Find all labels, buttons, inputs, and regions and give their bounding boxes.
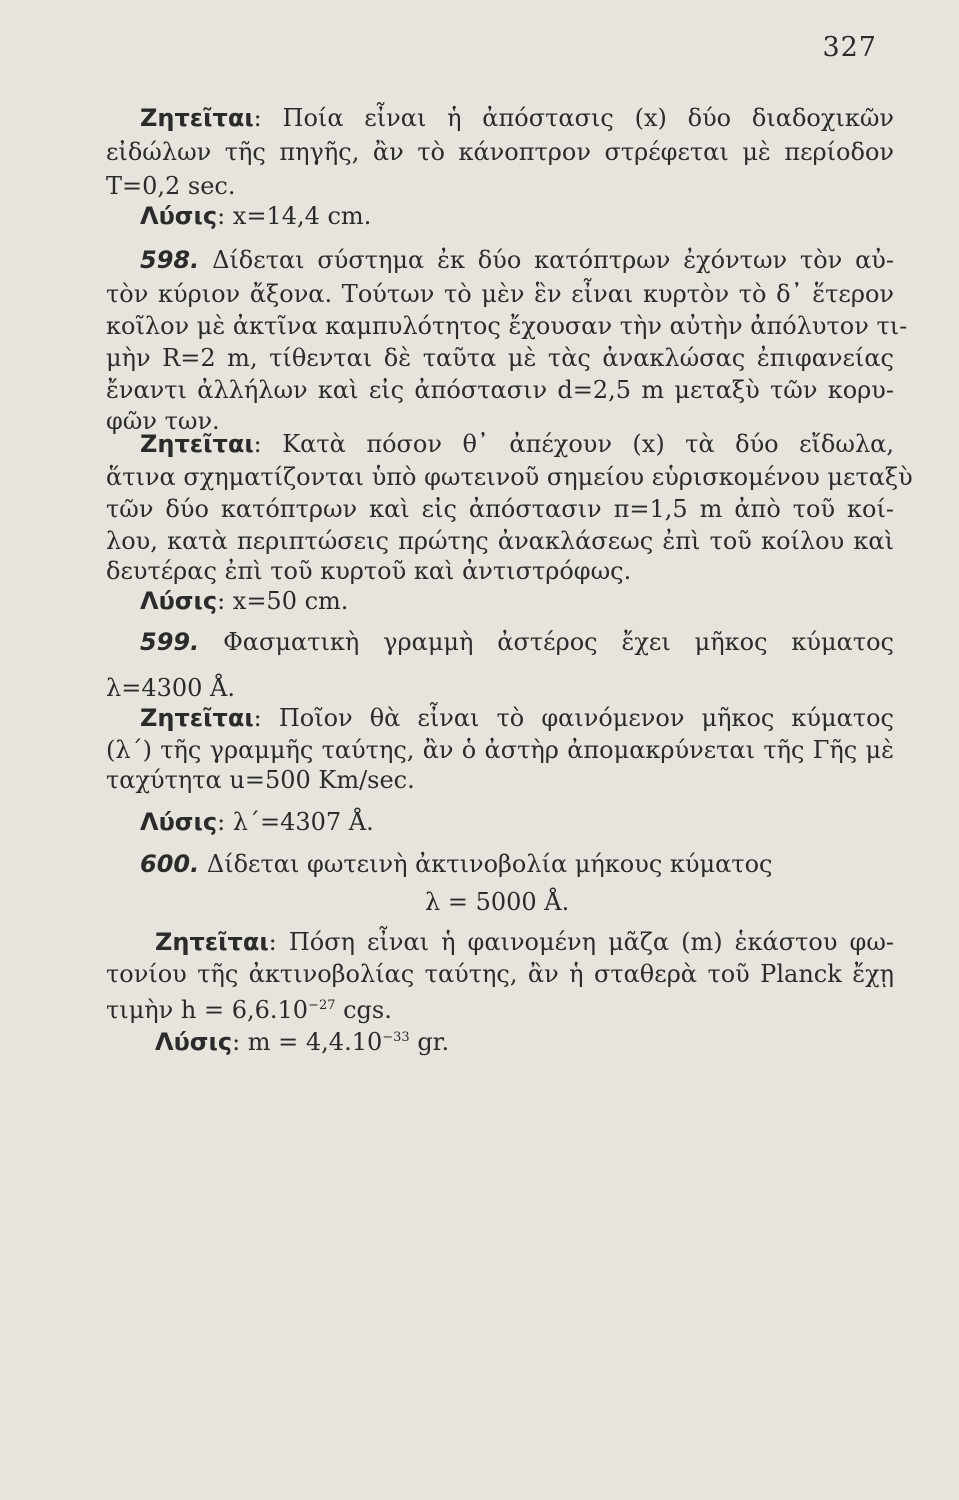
question-line: τῶν δύο κατόπτρων καὶ εἰς ἀπόστασιν π=1,5 m ἀπὸ τοῦ κοί- xyxy=(106,495,894,523)
statement-line: λ = 5000 Å. xyxy=(425,888,570,916)
question-line: τονίου τῆς ἀκτινοβολίας ταύτης, ἂν ἡ σταθερὰ τοῦ Planck ἔχῃ xyxy=(106,960,894,988)
statement-line: ἔναντι ἀλλήλων καὶ εἰς ἀπόστασιν d=2,5 m μεταξὺ τῶν κορυ- xyxy=(106,376,894,404)
question-line: εἰδώλων τῆς πηγῆς, ἂν τὸ κάνοπτρον στρέφεται μὲ περίοδον xyxy=(106,138,894,166)
question-line: (λ΄) τῆς γραμμῆς ταύτης, ἂν ὁ ἀστὴρ ἀπομακρύνεται τῆς Γῆς μὲ xyxy=(106,736,894,764)
question-line: ἅτινα σχηματίζονται ὑπὸ φωτεινοῦ σημείου εὑρισκομένου μεταξὺ xyxy=(106,463,913,491)
question-line: ταχύτητα u=500 Km/sec. xyxy=(106,766,415,794)
question-line: Ζητεῖται: Ποία εἶναι ἡ ἀπόστασις (x) δύο διαδοχικῶν xyxy=(140,104,894,132)
problem-number: 600. xyxy=(140,850,200,878)
exponent: −27 xyxy=(308,998,336,1013)
question-line: τιμὴν $h = 6,6.10^{-27}$ cgs. xyxy=(106,996,392,1024)
statement-line: τὸν κύριον ἄξονα. Τούτων τὸ μὲν ἓν εἶναι κυρτὸν τὸ δ᾽ ἕτερον xyxy=(106,280,894,308)
question-line: δευτέρας ἐπὶ τοῦ κυρτοῦ καὶ ἀντιστρόφως. xyxy=(106,557,632,585)
solution-line: Λύσις: $m = 4,4.10^{-33}$ gr. xyxy=(155,1028,450,1056)
lysis-label: Λύσις xyxy=(140,587,218,615)
lysis-label: Λύσις xyxy=(155,1028,233,1056)
solution-line: Λύσις: x=50 cm. xyxy=(140,587,349,615)
lysis-label: Λύσις xyxy=(140,808,218,836)
question-line: λου, κατὰ περιπτώσεις πρώτης ἀνακλάσεως ἐπὶ τοῦ κοίλου καὶ xyxy=(106,527,894,555)
solution-line: Λύσις: x=14,4 cm. xyxy=(140,202,372,230)
question-line: Ζητεῖται: Κατὰ πόσον θ᾽ ἀπέχουν (x) τὰ δύο εἴδωλα, xyxy=(140,430,894,458)
problem-number: 599. xyxy=(140,628,200,656)
statement-line: 599. Φασματικὴ γραμμὴ ἀστέρος ἔχει μῆκος κύματος xyxy=(140,628,894,656)
zeteitai-label: Ζητεῖται xyxy=(155,928,269,956)
zeteitai-label: Ζητεῖται xyxy=(140,104,254,132)
statement-line: λ=4300 Å. xyxy=(106,674,235,702)
problem-number: 598. xyxy=(140,246,200,274)
statement-line: 600. Δίδεται φωτεινὴ ἀκτινοβολία μήκους κύματος xyxy=(140,850,773,878)
statement-line: φῶν των. xyxy=(106,407,220,435)
question-line: Ζητεῖται: Ποῖον θὰ εἶναι τὸ φαινόμενον μῆκος κύματος xyxy=(140,704,894,732)
statement-line: 598. Δίδεται σύστημα ἐκ δύο κατόπτρων ἐχόντων τὸν αὐ- xyxy=(140,246,894,274)
statement-line: μὴν R=2 m, τίθενται δὲ ταῦτα μὲ τὰς ἀνακλώσας ἐπιφανείας xyxy=(106,344,894,372)
exponent: −33 xyxy=(382,1030,410,1045)
solution-line: Λύσις: λ΄=4307 Å. xyxy=(140,808,374,836)
question-line: Ζητεῖται: Πόση εἶναι ἡ φαινομένη μᾶζα (m) ἑκάστου φω- xyxy=(155,928,894,956)
question-line: T=0,2 sec. xyxy=(106,172,236,200)
zeteitai-label: Ζητεῖται xyxy=(140,704,254,732)
statement-line: κοῖλον μὲ ἀκτῖνα καμπυλότητος ἔχουσαν τὴν αὐτὴν ἀπόλυτον τι- xyxy=(106,312,908,340)
lysis-label: Λύσις xyxy=(140,202,218,230)
zeteitai-label: Ζητεῖται xyxy=(140,430,254,458)
page-number: 327 xyxy=(822,32,877,63)
